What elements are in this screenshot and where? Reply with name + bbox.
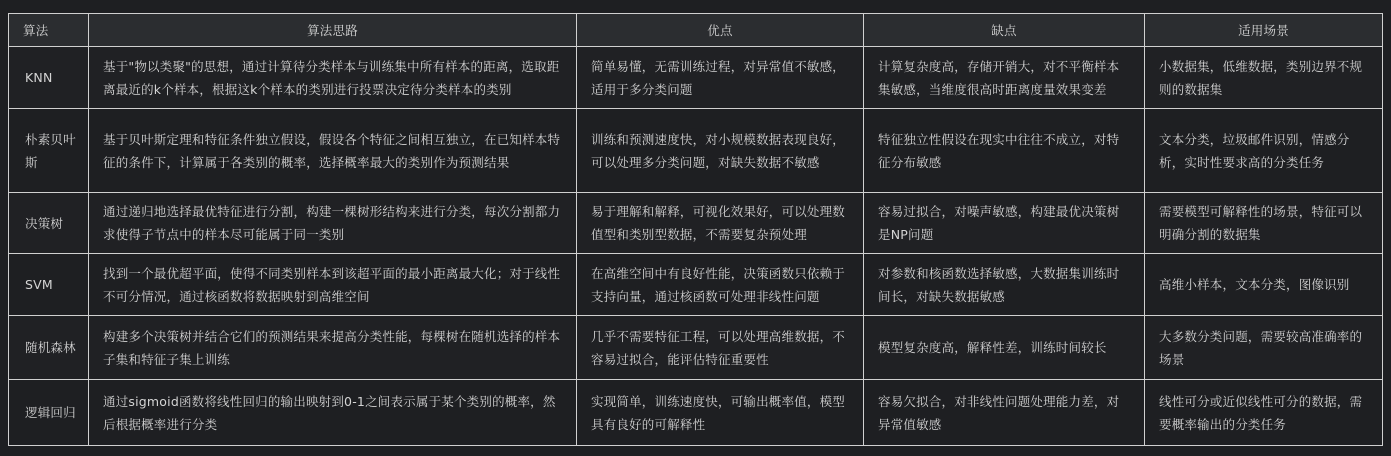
algorithm-idea-cell: 基于"物以类聚"的思想，通过计算待分类样本与训练集中所有样本的距离，选取距离最近的k个样本，根据这k个样本的类别进行投票决定待分类样本的类别 [89, 47, 577, 109]
algorithm-name-cell: KNN [9, 47, 89, 109]
table-row [9, 316, 1383, 380]
algorithm-cons-cell: 对参数和核函数选择敏感，大数据集训练时间长，对缺失数据敏感 [864, 254, 1145, 316]
table-row [9, 193, 1383, 254]
algorithm-name-cell: 决策树 [9, 193, 89, 254]
table-row [9, 380, 1383, 446]
table-header-row [9, 14, 1383, 47]
algorithm-pros-cell: 易于理解和解释，可视化效果好，可以处理数值型和类别型数据，不需要复杂预处理 [577, 193, 864, 254]
algorithm-idea-cell: 构建多个决策树并结合它们的预测结果来提高分类性能，每棵树在随机选择的样本子集和特征子集上训练 [89, 316, 577, 380]
column-header-pros: 优点 [577, 14, 864, 47]
algorithm-pros-cell: 在高维空间中有良好性能，决策函数只依赖于支持向量，通过核函数可处理非线性问题 [577, 254, 864, 316]
algorithm-pros-cell: 训练和预测速度快，对小规模数据表现良好，可以处理多分类问题，对缺失数据不敏感 [577, 109, 864, 193]
table-row [9, 47, 1383, 109]
algorithm-use-cell: 文本分类，垃圾邮件识别，情感分析，实时性要求高的分类任务 [1145, 109, 1383, 193]
algorithm-pros-cell: 实现简单，训练速度快，可输出概率值，模型具有良好的可解释性 [577, 380, 864, 446]
algorithm-use-cell: 大多数分类问题，需要较高准确率的场景 [1145, 316, 1383, 380]
algorithm-use-cell: 小数据集，低维数据，类别边界不规则的数据集 [1145, 47, 1383, 109]
column-header-cons: 缺点 [864, 14, 1145, 47]
algorithm-use-cell: 高维小样本，文本分类，图像识别 [1145, 254, 1383, 316]
algorithm-cons-cell: 特征独立性假设在现实中往往不成立，对特征分布敏感 [864, 109, 1145, 193]
algorithm-cons-cell: 计算复杂度高，存储开销大，对不平衡样本集敏感，当维度很高时距离度量效果变差 [864, 47, 1145, 109]
algorithm-idea-cell: 基于贝叶斯定理和特征条件独立假设，假设各个特征之间相互独立，在已知样本特征的条件下，计算属于各类别的概率，选择概率最大的类别作为预测结果 [89, 109, 577, 193]
algorithm-cons-cell: 容易欠拟合，对非线性问题处理能力差，对异常值敏感 [864, 380, 1145, 446]
algorithm-cons-cell: 模型复杂度高，解释性差，训练时间较长 [864, 316, 1145, 380]
algorithm-name-cell: 随机森林 [9, 316, 89, 380]
algorithm-use-cell: 线性可分或近似线性可分的数据，需要概率输出的分类任务 [1145, 380, 1383, 446]
algorithm-idea-cell: 找到一个最优超平面，使得不同类别样本到该超平面的最小距离最大化；对于线性不可分情况，通过核函数将数据映射到高维空间 [89, 254, 577, 316]
algorithm-pros-cell: 几乎不需要特征工程，可以处理高维数据，不容易过拟合，能评估特征重要性 [577, 316, 864, 380]
algorithm-use-cell: 需要模型可解释性的场景，特征可以明确分割的数据集 [1145, 193, 1383, 254]
column-header-idea: 算法思路 [89, 14, 577, 47]
column-header-algorithm: 算法 [9, 14, 89, 47]
column-header-use-cases: 适用场景 [1145, 14, 1383, 47]
table-row [9, 109, 1383, 193]
algorithm-idea-cell: 通过sigmoid函数将线性回归的输出映射到0-1之间表示属于某个类别的概率，然后根据概率进行分类 [89, 380, 577, 446]
comparison-table-container [8, 13, 1382, 444]
algorithm-comparison-table [8, 13, 1383, 446]
algorithm-idea-cell: 通过递归地选择最优特征进行分割，构建一棵树形结构来进行分类，每次分割都力求使得子节点中的样本尽可能属于同一类别 [89, 193, 577, 254]
algorithm-pros-cell: 简单易懂，无需训练过程，对异常值不敏感，适用于多分类问题 [577, 47, 864, 109]
algorithm-name-cell: 逻辑回归 [9, 380, 89, 446]
algorithm-cons-cell: 容易过拟合，对噪声敏感，构建最优决策树是NP问题 [864, 193, 1145, 254]
table-row [9, 254, 1383, 316]
algorithm-name-cell: 朴素贝叶斯 [9, 109, 89, 193]
algorithm-name-cell: SVM [9, 254, 89, 316]
